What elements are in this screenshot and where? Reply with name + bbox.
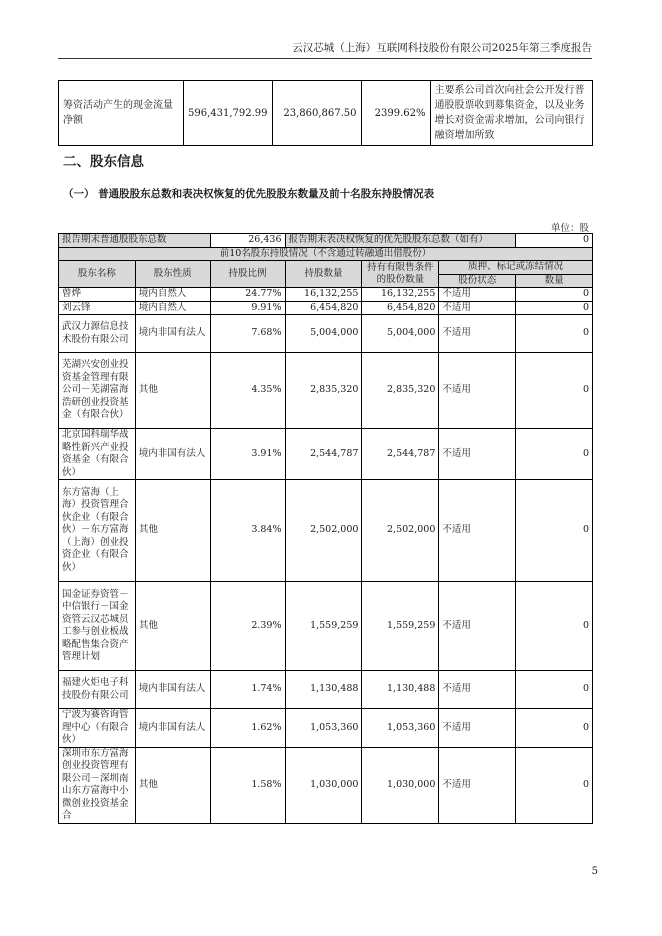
table-row [59,81,593,146]
subsection-title: （一） 普通股股东总数和表决权恢复的优先股股东数量及前十名股东持股情况表 [63,188,435,200]
holder-pledge-qty: 0 [516,315,593,353]
holder-name: 武汉力源信息技术股份有限公司 [59,315,136,353]
pref-holders-label: 报告期末表决权恢复的优先股股东总数（如有） [285,234,516,248]
unit-label: 单位：股 [550,223,589,234]
holder-pledge-qty: 0 [516,709,593,748]
holder-pledge-status: 不适用 [439,288,516,302]
holder-pledge-qty: 0 [516,429,593,480]
holder-ratio: 1.58% [210,747,285,823]
holder-nature: 境内非国有法人 [135,709,210,748]
holder-qty: 1,030,000 [285,747,362,823]
holder-restricted: 1,130,488 [362,671,439,709]
holder-restricted: 6,454,820 [362,301,439,315]
holder-name: 北京国科瑞华战略性新兴产业投资基金（有限合伙） [59,429,136,480]
table-row [59,315,593,353]
col-nature: 股东性质 [135,261,210,288]
holder-ratio: 1.74% [210,671,285,709]
header-row [59,261,593,275]
holder-restricted: 16,132,255 [362,288,439,302]
holder-ratio: 24.77% [210,288,285,302]
holder-pledge-qty: 0 [516,480,593,582]
holder-name: 国金证券资管－中信银行－国金资管云汉芯城员工参与创业板战略配售集合资产管理计划 [59,582,136,671]
holder-nature: 其他 [135,747,210,823]
holder-nature: 境内非国有法人 [135,429,210,480]
shareholders-table [58,233,593,824]
holder-name: 福建火炬电子科技股份有限公司 [59,671,136,709]
holder-pledge-status: 不适用 [439,315,516,353]
report-header: 云汉芯城（上海）互联网科技股份有限公司2025年第三季度报告 [58,38,592,59]
page-number: 5 [591,866,598,877]
section-title: 二、股东信息 [63,154,144,170]
holder-name: 曾烨 [59,288,136,302]
holder-pledge-qty: 0 [516,288,593,302]
holder-pledge-status: 不适用 [439,429,516,480]
table-row [59,671,593,709]
holder-qty: 2,544,787 [285,429,362,480]
summary-row [59,234,593,248]
holder-qty: 2,502,000 [285,480,362,582]
holder-pledge-qty: 0 [516,747,593,823]
col-pledge-qty: 数量 [516,274,593,288]
holder-ratio: 3.91% [210,429,285,480]
holder-ratio: 1.62% [210,709,285,748]
holder-pledge-qty: 0 [516,671,593,709]
table-row [59,353,593,429]
cashflow-previous: 23,860,867.50 [272,81,361,146]
cashflow-table [58,80,593,146]
holder-restricted: 2,835,320 [362,353,439,429]
holder-qty: 1,130,488 [285,671,362,709]
holder-restricted: 2,544,787 [362,429,439,480]
pref-holders-value: 0 [516,234,593,248]
holder-qty: 1,559,259 [285,582,362,671]
holder-restricted: 1,559,259 [362,582,439,671]
holder-nature: 其他 [135,480,210,582]
col-qty: 持股数量 [285,261,362,288]
holder-pledge-qty: 0 [516,582,593,671]
holder-pledge-status: 不适用 [439,747,516,823]
holder-nature: 境内非国有法人 [135,315,210,353]
holder-name: 东方富海（上海）投资管理合伙企业（有限合伙）－东方富海（上海）创业投资企业（有限合伙） [59,480,136,582]
table-row [59,747,593,823]
holder-ratio: 4.35% [210,353,285,429]
table-row [59,582,593,671]
holder-pledge-status: 不适用 [439,353,516,429]
holder-qty: 1,053,360 [285,709,362,748]
cashflow-current: 596,431,792.99 [184,81,273,146]
holder-pledge-qty: 0 [516,353,593,429]
common-holders-value: 26,436 [210,234,285,248]
col-pledge-group: 质押、标记或冻结情况 [439,261,593,275]
table-row [59,301,593,315]
table-row [59,429,593,480]
holder-name: 芜湖兴安创业投资基金管理有限公司－芜湖富海浩研创业投资基金（有限合伙） [59,353,136,429]
holder-qty: 2,835,320 [285,353,362,429]
col-restricted: 持有有限售条件的股份数量 [362,261,439,288]
holder-pledge-qty: 0 [516,301,593,315]
holder-pledge-status: 不适用 [439,480,516,582]
holder-pledge-status: 不适用 [439,671,516,709]
table-row [59,288,593,302]
cashflow-label: 筹资活动产生的现金流量净额 [59,81,184,146]
holder-qty: 5,004,000 [285,315,362,353]
holder-nature: 境内自然人 [135,301,210,315]
col-status: 股份状态 [439,274,516,288]
holder-nature: 其他 [135,582,210,671]
table-row [59,709,593,748]
cashflow-reason: 主要系公司首次向社会公开发行普通股股票收到募集资金，以及业务增长对资金需求增加，公司向银行融资增加所致 [430,81,592,146]
cashflow-change: 2399.62% [361,81,430,146]
holder-pledge-status: 不适用 [439,301,516,315]
holder-pledge-status: 不适用 [439,709,516,748]
holder-restricted: 1,030,000 [362,747,439,823]
col-name: 股东名称 [59,261,136,288]
holder-ratio: 9.91% [210,301,285,315]
holder-name: 宁波为赛咨询管理中心（有限合伙） [59,709,136,748]
common-holders-label: 报告期末普通股股东总数 [59,234,211,248]
holder-nature: 其他 [135,353,210,429]
holder-pledge-status: 不适用 [439,582,516,671]
holder-nature: 境内非国有法人 [135,671,210,709]
holder-qty: 6,454,820 [285,301,362,315]
holder-name: 刘云锋 [59,301,136,315]
holder-ratio: 2.39% [210,582,285,671]
holder-restricted: 2,502,000 [362,480,439,582]
holder-qty: 16,132,255 [285,288,362,302]
holder-nature: 境内自然人 [135,288,210,302]
table-row [59,480,593,582]
holder-ratio: 7.68% [210,315,285,353]
caption-row [59,247,593,261]
holder-ratio: 3.84% [210,480,285,582]
top10-caption: 前10名股东持股情况（不含通过转融通出借股份） [59,247,593,261]
holder-restricted: 1,053,360 [362,709,439,748]
holder-restricted: 5,004,000 [362,315,439,353]
col-ratio: 持股比例 [210,261,285,288]
holder-name: 深圳市东方富海创业投资管理有限公司－深圳南山东方富海中小微创业投资基金合 [59,747,136,823]
